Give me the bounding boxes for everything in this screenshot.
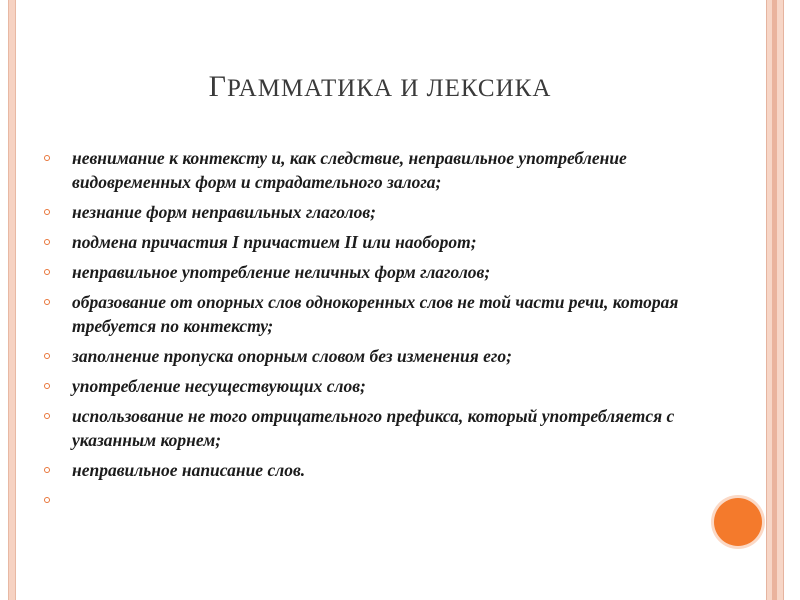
list-item bbox=[40, 458, 730, 482]
list-item-text: подмена причастия I причастием II или наоборот; bbox=[72, 232, 477, 252]
title-rest: РАММАТИКА И ЛЕКСИКА bbox=[226, 75, 552, 102]
bullet-circle-icon bbox=[44, 353, 50, 359]
list-item bbox=[40, 230, 730, 254]
list-item-text: образование от опорных слов однокоренных слов не той части речи, которая требуется по контексту; bbox=[72, 292, 679, 336]
right-decorative-stripe bbox=[772, 0, 777, 600]
bullet-circle-icon bbox=[44, 497, 50, 503]
bullet-circle-icon bbox=[44, 155, 50, 161]
slide-title bbox=[0, 70, 760, 104]
list-item-text: употребление несуществующих слов; bbox=[72, 376, 366, 396]
list-item bbox=[40, 404, 730, 452]
list-item bbox=[40, 146, 730, 194]
bullet-circle-icon bbox=[44, 299, 50, 305]
bullet-circle-icon bbox=[44, 383, 50, 389]
error-list bbox=[40, 146, 730, 518]
bullet-circle-icon bbox=[44, 209, 50, 215]
list-item bbox=[40, 488, 730, 512]
list-item bbox=[40, 200, 730, 224]
bullet-circle-icon bbox=[44, 269, 50, 275]
list-item-text: использование не того отрицательного префикса, который употребляется с указанным корнем; bbox=[72, 406, 675, 450]
list-item-text: незнание форм неправильных глаголов; bbox=[72, 202, 376, 222]
list-item-text: неправильное написание слов. bbox=[72, 460, 306, 480]
list-item-text: заполнение пропуска опорным словом без изменения его; bbox=[72, 346, 512, 366]
bullet-circle-icon bbox=[44, 467, 50, 473]
orange-circle-decoration bbox=[714, 498, 762, 546]
bullet-circle-icon bbox=[44, 239, 50, 245]
list-item bbox=[40, 290, 730, 338]
bullet-circle-icon bbox=[44, 413, 50, 419]
list-item bbox=[40, 260, 730, 284]
list-item-text: невнимание к контексту и, как следствие, неправильное употребление видовременных форм и страдательного залога; bbox=[72, 148, 627, 192]
list-item-text: неправильное употребление неличных форм глаголов; bbox=[72, 262, 491, 282]
list-item bbox=[40, 344, 730, 368]
list-item bbox=[40, 374, 730, 398]
title-initial: Г bbox=[208, 70, 227, 103]
